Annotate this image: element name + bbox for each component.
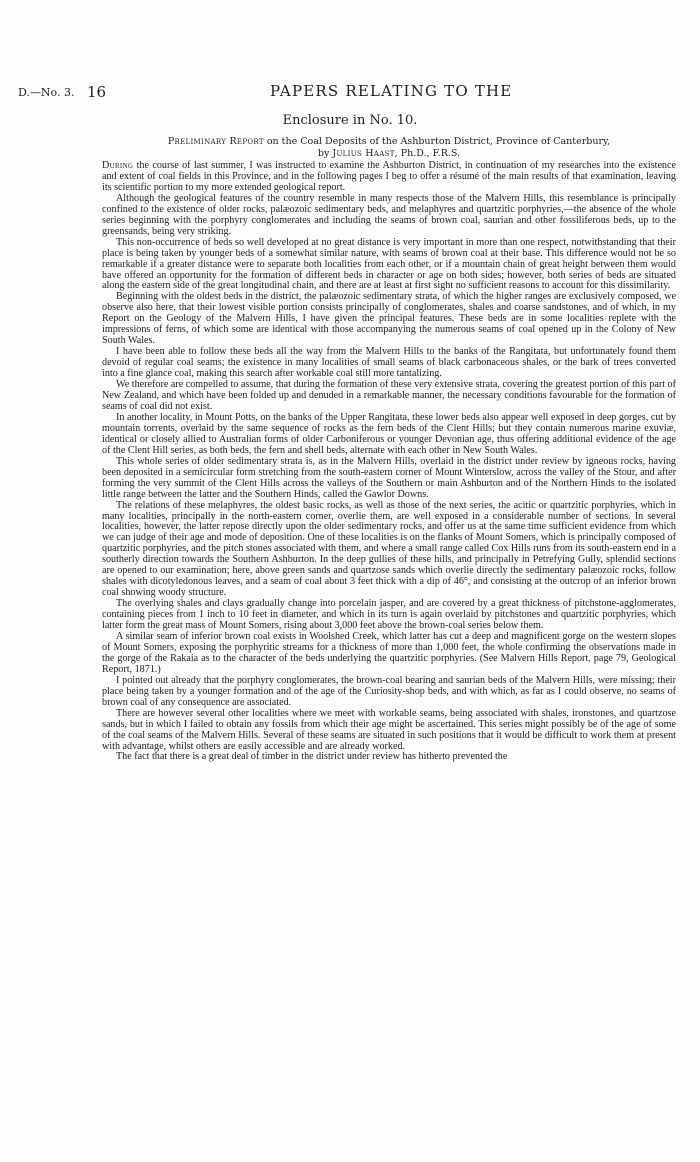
- paragraph: There are however several other localities where we meet with workable seams, being associated with shales, ironstones, and quartzose sands, but in which I failed to obtain any fossils from which their age might be ascertained. This series might possibly be of the age of some of the coal seams of the Malvern Hills. Several of these seams are situated in such positions that it would be difficult to work them at present with advantage, whilst others are easily accessible and are already worked.: [102, 707, 676, 752]
- paragraph: The relations of these melaphyres, the oldest basic rocks, as well as those of the next series, the acitic or quartzitic porphyries, which in many localities, principally in the north-eastern corner, overlie them, are well exposed in a considerable number of sections. In several localities, however, the latter repose directly upon the older sedimentary rocks, and offer us at the same time sufficient evidence from which we can judge of their age and mode of deposition. One of these localities is on the flanks of Mount Somers, which is principally composed of quartzitic porphyries, and the pitch stones associated with them, and where a small range called Cox Hills runs from its south-eastern end in a southerly direction towards the Southern Ashburton. In the deep gullies of these hills, and principally in Petrefying Gully, splendid sections are opened to our examination; here, above green sands and quartzose sands which overlie directly the sedimentary palæozoic rocks, follow shales with dicotyledonous leaves, and a seam of coal about 3 feet thick with a dip of 46°, and consisting at the outcrop of an inferior brown coal showing woody structure.: [102, 499, 676, 599]
- paragraph-text: the course of last summer, I was instructed to examine the Ashburton District, in continuation of my researches into the existence and extent of coal fields in this Province, and in the following pages I beg to offer a résumé of the main results of that examination, leaving its scientific portion to my more extended geological report.: [102, 160, 676, 193]
- paragraph: Beginning with the oldest beds in the district, the palæozoic sedimentary strata, of which the higher ranges are exclusively composed, we observe also here, that their lowest visible portion consists principally of conglomerates, shales and coarse sandstones, and of which, in my Report on the Geology of the Malvern Hills, I have given the principal features. These beds are in some localities replete with the impressions of ferns, of which some are identical with those accompanying the numerous seams of coal opened up in the Colony of New South Wales.: [102, 291, 676, 347]
- report-author: Julius Haast: [332, 147, 395, 159]
- running-title: PAPERS RELATING TO THE: [270, 82, 513, 100]
- paragraph: A similar seam of inferior brown coal exists in Woolshed Creek, which latter has cut a deep and magnificent gorge on the western slopes of Mount Somers, exposing the porphyritic streams for a thickness of more than 1,000 feet, the whole confirming the observations made in the gorge of the Rakaia as to the character of the beds underlying the quartzitic porphyries. (See Malvern Hills Report, page 79, Geological Report, 1871.): [102, 630, 676, 675]
- report-body: [102, 161, 676, 763]
- paragraph: The overlying shales and clays gradually change into porcelain jasper, and are covered by a great thickness of pitchstone-agglomerates, containing pieces from 1 inch to 10 feet in diameter, and which in its turn is again overlaid by pitchstones and quartzitic porphyries, which latter form the great mass of Mount Somers, rising about 3,000 feet above the brown-coal series below them.: [102, 598, 676, 632]
- paragraph: This non-occurrence of beds so well developed at no great distance is very important in more than one respect, notwithstanding that their place is being taken by younger beds of a somewhat similar nature, with seams of brown coal at their base. This difference would not be so remarkable if a greater distance were to separate both localities from each other, or if a mountain chain of great height between them would have offered an opportunity for the formation of different beds in character or age on both sides; however, both series of beds are situated along the eastern side of the great longitudinal chain, and there are at least at first sight no sufficient reasons to account for this dissimilarity.: [102, 236, 676, 292]
- paragraph: I have been able to follow these beds all the way from the Malvern Hills to the banks of the Rangitata, but unfortunately found them devoid of regular coal seams; the existence in many localities of small seams of black carbonaceous shales, or the bark of trees converted into a fine glance coal, making this search after workable coal still more tantalizing.: [102, 346, 676, 380]
- paragraph: Although the geological features of the country resemble in many respects those of the Malvern Hills, this resemblance is principally confined to the existence of older rocks, palæozoic sedimentary beds, and melaphyres and quartzitic porphyries,—the absence of the whole series beginning with the porphyry conglomerates and including the seams of brown coal, saurian and other fossiliferous beds, up to the greensands, being very striking.: [102, 192, 676, 237]
- report-heading-line: on the Coal Deposits of the Ashburton District, Province of Canterbury,: [263, 136, 611, 147]
- document-reference: D.—No. 3.: [18, 86, 75, 99]
- page-number: 16: [87, 83, 107, 101]
- enclosure-title: Enclosure in No. 10.: [282, 113, 418, 128]
- paragraph-lead-word: During: [102, 160, 134, 171]
- paragraph: I pointed out already that the porphyry conglomerates, the brown-coal bearing and saurian beds of the Malvern Hills, were missing; their place being taken by a younger formation and of the age of the Curiosity-shop beds, and with which, as far as I could observe, no seams of brown coal of any consequence are associated.: [102, 674, 676, 708]
- report-heading-by: by: [317, 147, 333, 159]
- paragraph: The fact that there is a great deal of timber in the district under review has hitherto prevented the: [116, 751, 508, 763]
- report-heading: [102, 136, 676, 159]
- report-credentials: , Ph.D., F.R.S.: [394, 147, 461, 159]
- report-heading-lead: Preliminary Report: [167, 136, 264, 147]
- paragraph: In another locality, in Mount Potts, on the banks of the Upper Rangitata, these lower beds also appear well exposed in deep gorges, cut by mountain torrents, overlaid by the same sequence of rocks as the fern beds of the Clent Hills; but they contain numerous marine exuviæ, identical or closely allied to Australian forms of older Carboniferous or younger Devonian age, thus offering additional evidence of the age of the Clent Hill series, as both beds, the fern and shell beds, alternate with each other in New South Wales.: [102, 411, 676, 456]
- paragraph: We therefore are compelled to assume, that during the formation of these very extensive strata, covering the greatest portion of this part of New Zealand, and which have been folded up and denuded in a remarkable manner, the necessary conditions favourable for the formation of seams of coal did not exist.: [102, 379, 676, 412]
- paragraph: This whole series of older sedimentary strata is, as in the Malvern Hills, overlaid in the district under review by igneous rocks, having been deposited in a semicircular form stretching from the south-eastern corner of Mount Winterslow, across the valley of the Stour, and after forming the very summit of the Clent Hills across the valleys of the Southern or main Ashburton and of the Northern Hinds to the isolated little range between the latter and the Southern Hinds, called the Gawlor Downs.: [102, 455, 676, 500]
- paragraph: [102, 161, 676, 194]
